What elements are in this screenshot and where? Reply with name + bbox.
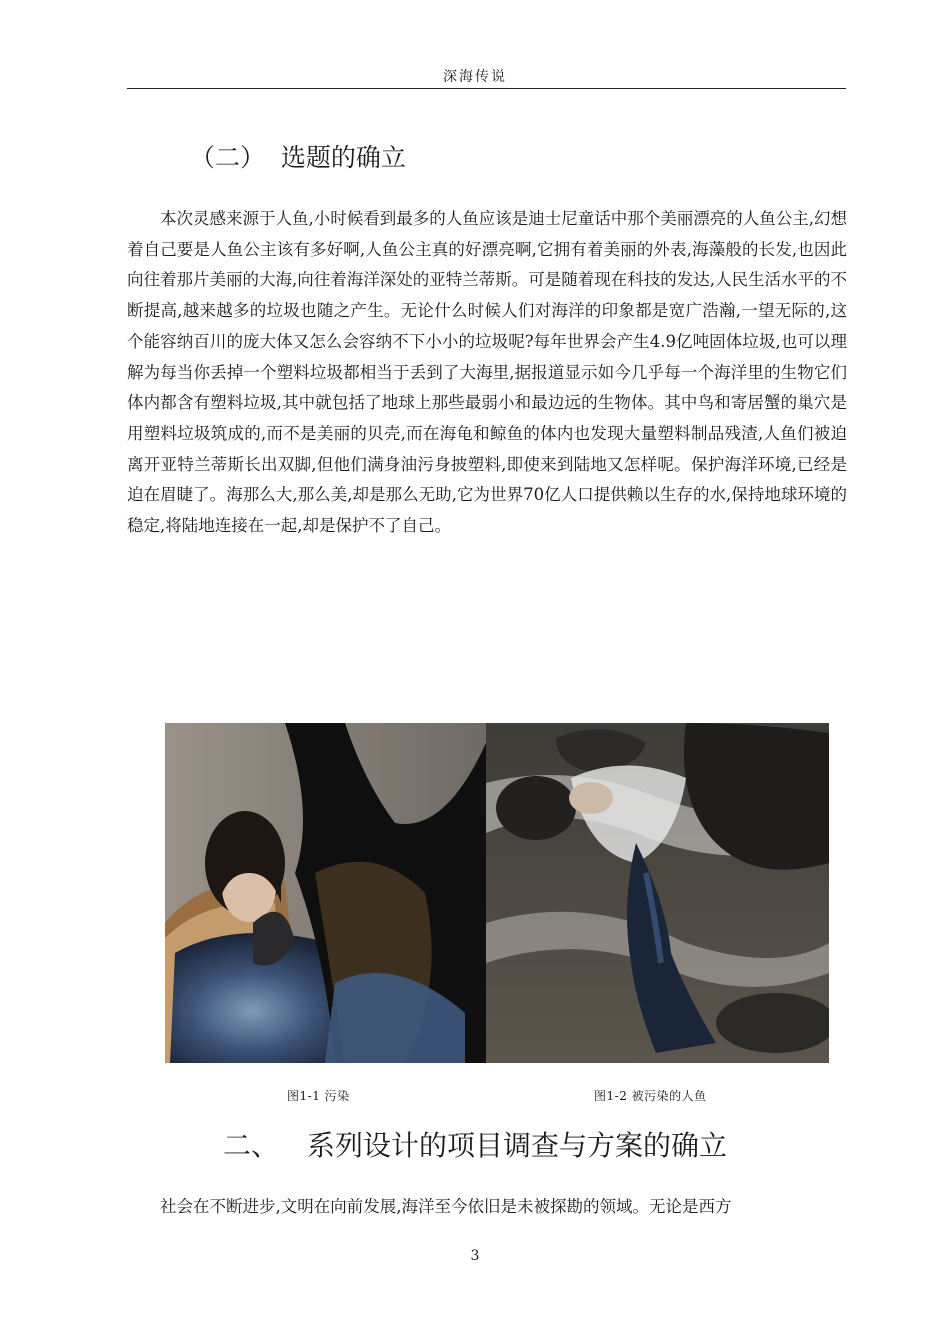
chapter-paragraph: 社会在不断进步,文明在向前发展,海洋至今依旧是未被探勘的领域。无论是西方 — [160, 1197, 732, 1216]
chapter-number: 二、 — [222, 1129, 279, 1162]
figure-caption-2: 图1-2 被污染的人鱼 — [594, 1089, 707, 1103]
section-paragraph: 本次灵感来源于人鱼,小时候看到最多的人鱼应该是迪士尼童话中那个美丽漂亮的人鱼公主,幻想着自己要是人鱼公主该有多好啊,人鱼公主真的好漂亮啊,它拥有着美丽的外表,海藻般的长发,也因此向往着那片美丽的大海,向往着海洋深处的亚特兰蒂斯。可是随着现在科技的发达,人民生活水平的不断提高,越来越多的垃圾也随之产生。无论什么时候人们对海洋的印象都是宽广浩瀚,一望无际的,这个能容纳百川的庞大体又怎么会容纳不下小小的垃圾呢?每年世界会产生4.9亿吨固体垃圾,也可以理解为每当你丢掉一个塑料垃圾都相当于丢到了大海里,据报道显示如今几乎每一个海洋里的生物它们体内都含有塑料垃圾,其中就包括了地球上那些最弱小和最边远的生物体。其中鸟和寄居蟹的巢穴是用塑料垃圾筑成的,而不是美丽的贝壳,而在海龟和鲸鱼的体内也发现大量塑料制品残渣,人鱼们被迫离开亚特兰蒂斯长出双脚,但他们满身油污身披塑料,即使来到陆地又怎样呢。保护海洋环境,已经是迫在眉睫了。海那么大,那么美,却是那么无助,它为世界70亿人口提供赖以生存的水,保持地球环境的稳定,将陆地连接在一起,却是保护不了自己。 — [127, 209, 847, 536]
polluted-mermaid-photo-image — [486, 723, 829, 1063]
figure-pollution-photo — [165, 723, 486, 1063]
header-rule — [127, 88, 846, 89]
chapter-title: 系列设计的项目调查与方案的确立 — [307, 1129, 728, 1162]
chapter-heading — [0, 1124, 950, 1164]
chapter-body — [127, 1192, 847, 1222]
figure-polluted-mermaid-photo — [486, 723, 829, 1063]
pollution-photo-image — [165, 723, 486, 1063]
section-heading: （二） 选题的确立 — [190, 143, 406, 172]
section-body — [127, 204, 847, 542]
running-header: 深海传说 — [443, 69, 507, 85]
figure-caption-1: 图1-1 污染 — [287, 1089, 350, 1103]
page-number: 3 — [470, 1248, 480, 1264]
